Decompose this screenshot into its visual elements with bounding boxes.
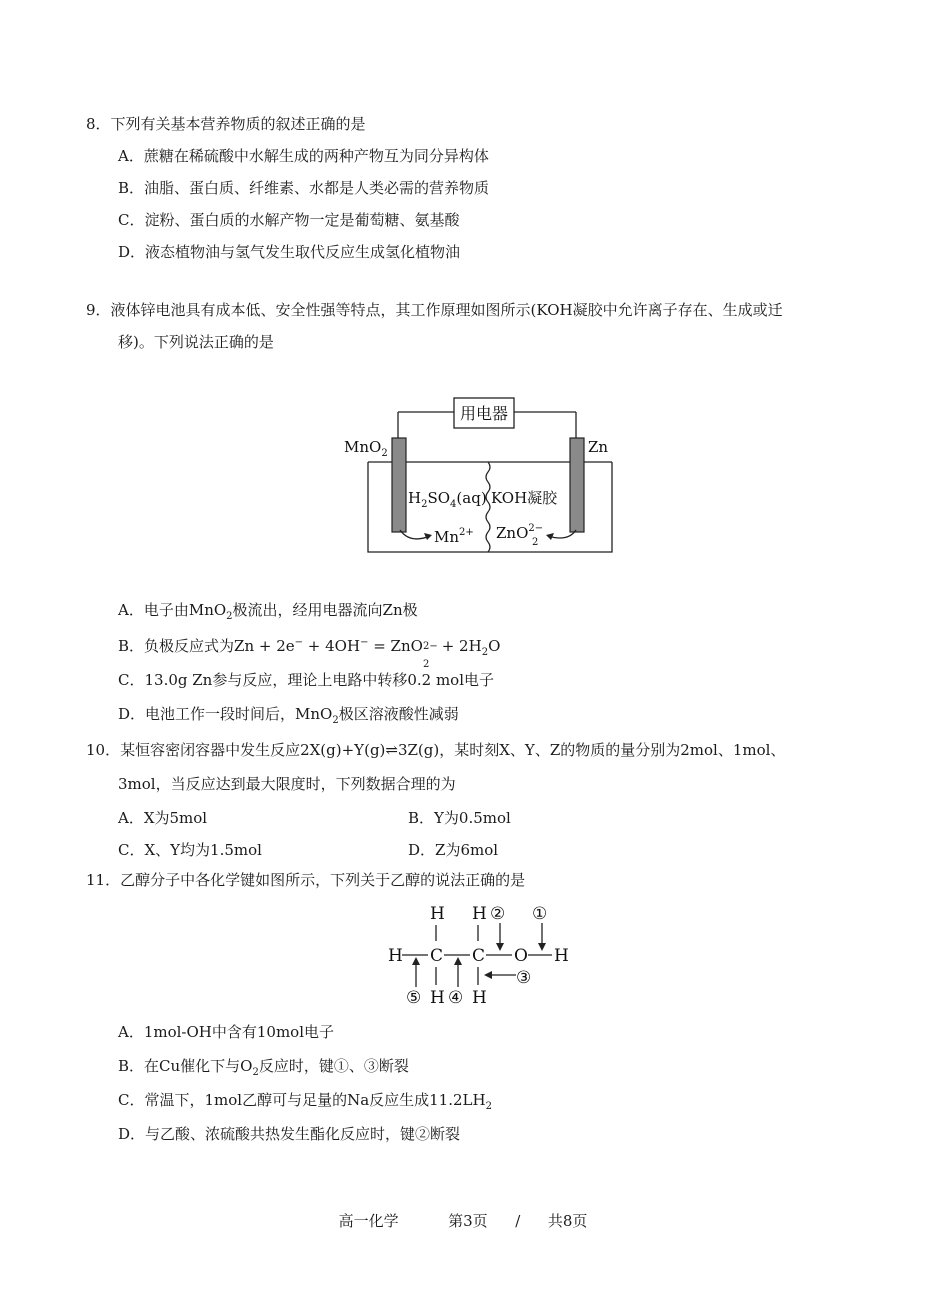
zno2-subscript: 2 bbox=[532, 537, 539, 548]
svg-text:H: H bbox=[388, 946, 403, 966]
q11-option-a: A．1mol-OH中含有10mol电子 bbox=[118, 1023, 335, 1041]
q9-option-c: C．13.0g Zn参与反应，理论上电路中转移0.2 mol电子 bbox=[118, 671, 495, 689]
svg-text:③: ③ bbox=[516, 968, 532, 988]
q9-option-a: A．电子由MnO$_2$极流出，经用电器流向Zn极 bbox=[118, 601, 418, 622]
q9-stem-line1: 9．液体锌电池具有成本低、安全性强等特点，其工作原理如图所示(KOH凝胶中允许离子存在、生成或迁 bbox=[86, 301, 783, 319]
battery-diagram bbox=[340, 390, 620, 560]
q11-option-b: B．在Cu催化下与$O_2$反应时，键①、③断裂 bbox=[118, 1057, 409, 1078]
q8-option-c: C．淀粉、蛋白质的水解产物一定是葡萄糖、氨基酸 bbox=[118, 211, 460, 229]
footer-page: 第3页 bbox=[448, 1212, 488, 1230]
koh-label: KOH凝胶 bbox=[491, 489, 558, 507]
svg-text:⑤: ⑤ bbox=[406, 988, 422, 1008]
svg-text:C: C bbox=[472, 946, 486, 966]
svg-text:O: O bbox=[514, 946, 528, 966]
svg-text:②: ② bbox=[490, 904, 506, 924]
q10-option-d: D．Z为6mol bbox=[408, 841, 499, 859]
q9-option-b: B．负极反应式为Zn + 2e− + 4OH− = ZnO 2− 2 + $2H_2O$ bbox=[118, 637, 501, 670]
svg-text:①: ① bbox=[532, 904, 548, 924]
separator bbox=[486, 462, 490, 552]
ethanol-structure bbox=[380, 895, 580, 1010]
footer-sep: / bbox=[515, 1212, 521, 1230]
q10-option-a: A．X为5mol bbox=[118, 809, 208, 827]
svg-text:H: H bbox=[430, 904, 445, 924]
q10-stem-line1: 10．某恒容密闭容器中发生反应2X(g)+Y(g)⇌3Z(g)，某时刻X、Y、Z的物质的量分别为2mol、1mol、 bbox=[86, 741, 786, 759]
q8-option-d: D．液态植物油与氢气发生取代反应生成氢化植物油 bbox=[118, 243, 461, 261]
h2so4-label: $H_2SO_4(aq)$ bbox=[408, 489, 487, 510]
q11-option-c: C．常温下，1mol乙醇可与足量的Na反应生成$11.2LH_2$ bbox=[118, 1091, 492, 1112]
page-footer bbox=[0, 1210, 926, 1231]
svg-text:H: H bbox=[554, 946, 569, 966]
svg-text:C: C bbox=[430, 946, 444, 966]
q11-stem: 11．乙醇分子中各化学键如图所示，下列关于乙醇的说法正确的是 bbox=[86, 871, 526, 889]
svg-text:④: ④ bbox=[448, 988, 464, 1008]
zn-electrode bbox=[570, 438, 584, 532]
svg-text:H: H bbox=[430, 988, 445, 1008]
device-label: 用电器 bbox=[459, 404, 509, 423]
q8-stem: 8．下列有关基本营养物质的叙述正确的是 bbox=[86, 115, 366, 133]
mno2-electrode bbox=[392, 438, 406, 532]
svg-text:H: H bbox=[472, 904, 487, 924]
zno2-ion-label: ZnO$^{2-}$ bbox=[496, 523, 544, 542]
q10-stem-line2: 3mol，当反应达到最大限度时，下列数据合理的为 bbox=[118, 775, 456, 793]
footer-subject: 高一化学 bbox=[338, 1212, 399, 1230]
q8-option-b: B．油脂、蛋白质、纤维素、水都是人类必需的营养物质 bbox=[118, 179, 490, 197]
footer-total: 共8页 bbox=[547, 1212, 588, 1230]
mno2-label: MnO$_2$ bbox=[344, 438, 388, 459]
q9-option-d: D．电池工作一段时间后，MnO$_2$极区溶液酸性减弱 bbox=[118, 705, 459, 726]
q10-option-c: C．X、Y均为1.5mol bbox=[118, 841, 262, 859]
q10-option-b: B．Y为0.5mol bbox=[408, 809, 511, 827]
q11-option-d: D．与乙酸、浓硫酸共热发生酯化反应时，键②断裂 bbox=[118, 1125, 461, 1143]
q9-stem-line2: 移)。下列说法正确的是 bbox=[118, 333, 274, 351]
svg-text:H: H bbox=[472, 988, 487, 1008]
mn-ion-label: $Mn^{2+}$ bbox=[434, 527, 474, 546]
q8-option-a: A．蔗糖在稀硫酸中水解生成的两种产物互为同分异构体 bbox=[118, 147, 489, 165]
zn-label: Zn bbox=[588, 438, 609, 456]
